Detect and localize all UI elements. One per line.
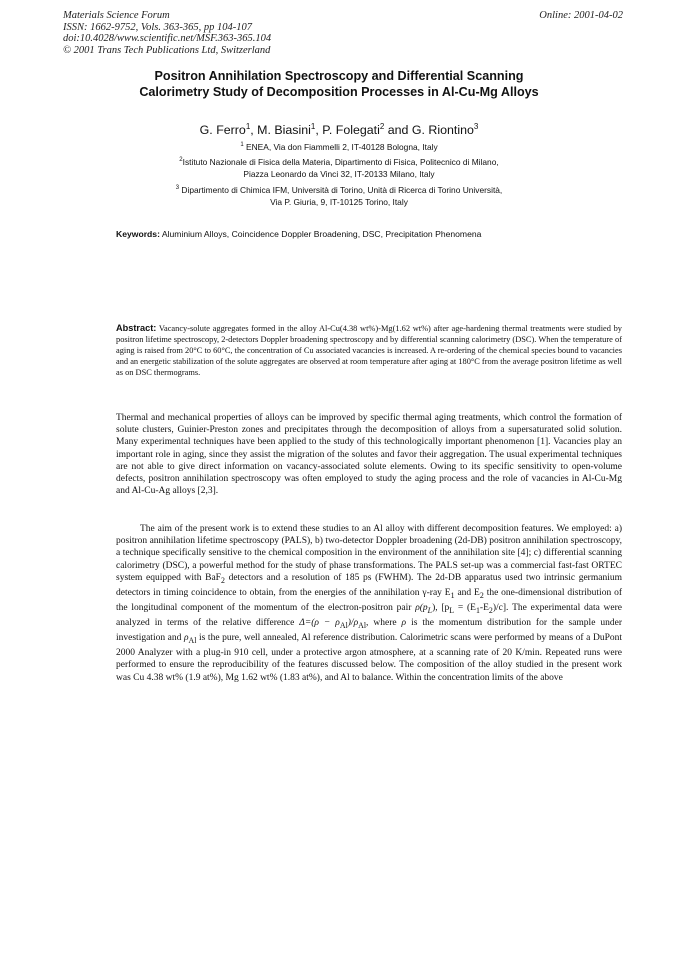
affiliation-text: Via P. Giuria, 9, IT-10125 Torino, Italy [270, 196, 408, 207]
paragraph-methods [116, 523, 622, 684]
journal-name: Materials Science Forum [63, 10, 170, 21]
author-separator: and [384, 123, 412, 138]
author-affiliation-mark: 1 [310, 122, 316, 131]
text-run: ), [p [432, 603, 450, 613]
keywords-text: Aluminium Alloys, Coincidence Doppler Broadening, DSC, Precipitation Phenomena [161, 229, 482, 239]
author-separator: , [315, 123, 323, 138]
author-affiliation-mark: 1 [245, 122, 251, 131]
affiliation-text: Dipartimento di Chimica IFM, Università di Torino, Unità di Ricerca di Torino Università, [181, 184, 503, 195]
online-date: Online: 2001-04-02 [539, 10, 623, 21]
text-run: , where [366, 618, 402, 629]
text-run: is the momentum distribution for the sample under investigation and [116, 618, 622, 644]
math-run: ρ(p [415, 603, 428, 613]
affiliation-number: 3 [175, 185, 180, 191]
subscript: L [427, 605, 433, 615]
author-affiliation-mark: 2 [379, 122, 385, 131]
doi-line: doi:10.4028/www.scientific.net/MSF.363-365.104 [63, 33, 272, 44]
math-run: ρ [183, 633, 189, 644]
affiliation-3 [60, 183, 618, 208]
math-run: )/ρ [347, 618, 359, 629]
text-run: -E [479, 603, 489, 613]
subscript: Al [188, 636, 197, 646]
paragraph-text: Thermal and mechanical properties of alloys can be improved by specific thermal aging treatments, which control the formation of solute clusters, Guinier-Preston zones and precipitates through the decomposition of alloys from a supersaturated solid solution. Many experimental techniques have been applied to the study of this technologically important phenomenon [1]. Vacancies play an important role in aging, since they assist the migration of the solutes and favor their aggregation. The usual experimental techniques are not able to give direct information on vacancy-associated solute elements. Owing to its specific sensitivity to open-volume defects, positron annihilation spectroscopy was often employed to study the aging process and the role of vacancies in Al-Cu-Mg and Al-Cu-Ag alloys [2,3]. [116, 413, 622, 497]
math-run: Δ=(ρ − ρ [299, 618, 340, 629]
author-affiliation-mark: 3 [473, 122, 479, 131]
abstract-text: Vacancy-solute aggregates formed in the alloy Al-Cu(4.38 wt%)-Mg(1.62 wt%) after age-hardening thermal treatments were studied by positron lifetime spectroscopy, 2-detectors Doppler broadening spectroscopy and by differential scanning calorimetry (DSC). When the temperature of aging is raised from 20°C to 60°C, the concentration of Cu associated vacancies is increased. A re-ordering of the chemical species bound to vacancies and an energetic stabilization of the solute aggregates are observed at room temperature after aging at 180°C from the average positron lifetime as well as on DSC thermograms. [116, 324, 622, 377]
affiliation-text: Piazza Leonardo da Vinci 32, IT-20133 Milano, Italy [243, 168, 435, 179]
paragraph-introduction [116, 412, 622, 497]
subscript: 1 [475, 605, 480, 615]
paper-title [60, 68, 618, 100]
author-name: G. Riontino [411, 123, 474, 138]
author-name: M. Biasini [257, 123, 311, 138]
author-separator: , [250, 123, 258, 138]
keywords-label: Keywords: [116, 229, 160, 239]
issn-line: ISSN: 1662-9752, Vols. 363-365, pp 104-107 [63, 21, 252, 33]
affiliation-number: 2 [179, 157, 183, 163]
subscript: L [449, 605, 455, 615]
author-name: P. Folegati [322, 123, 380, 138]
text-run: The aim of the present work is to extend these studies to an Al alloy with different decomposition features. We employed: a) positron annihilation lifetime spectroscopy (PALS), b) two-detector Doppler broadening (2d-DB) positron annihilation spectroscopy, a technique specifically sensitive to the chemical composition in the environment of the annihilation site [4]; c) differential scanning calorimetry (DSC), a powerful method for the study of phase transformations. The PALS set-up was a commercial fast-fast ORTEC system equipped with BaF [116, 524, 622, 583]
subscript: Al [339, 620, 348, 630]
affiliation-number: 1 [240, 142, 244, 148]
affiliation-text: Istituto Nazionale di Fisica della Materia, Dipartimento di Fisica, Politecnico di Milano, [182, 156, 499, 167]
subscript: 1 [450, 590, 455, 600]
text-run: = (E [454, 603, 476, 613]
author-name: G. Ferro [199, 123, 246, 138]
subscript: 2 [220, 575, 225, 585]
affiliation-2 [60, 155, 618, 180]
title-line-2: Calorimetry Study of Decomposition Processes in Al-Cu-Mg Alloys [139, 85, 539, 99]
text-run: is the pure, well annealed, Al reference distribution. Calorimetric scans were performed by means of a DuPont 2000 Analyzer with a plug-in 910 cell, under a protective argon atmosphere, at a scanning rate of 20 K/min. Repeated runs were performed to ensure the reproducibility of the features discussed below. The composition of the alloy studied in the present work was Cu 4.38 wt% (1.9 at%), Mg 1.62 wt% (1.83 at%), and Al to balance. Within the concentration limits of the above [116, 633, 623, 683]
subscript: 2 [479, 590, 484, 600]
affiliation-text: ENEA, Via don Fiammelli 2, IT-40128 Bologna, Italy [246, 141, 438, 152]
subscript: Al [358, 620, 367, 630]
abstract-label: Abstract: [116, 323, 157, 333]
text-run: the one-dimensional distribution of the longitudinal component of the momentum of the electron-positron pair [116, 587, 622, 613]
text-run: detectors and a resolution of 185 ps (FWHM). The 2d-DB apparatus used two intrinsic germanium detectors in timing coincidence to obtain, from the energies of the annihilation γ-ray E [116, 572, 622, 598]
copyright-line: © 2001 Trans Tech Publications Ltd, Switzerland [63, 44, 271, 56]
page-header [63, 10, 623, 56]
affiliation-1 [60, 140, 618, 154]
abstract [116, 323, 622, 379]
math-run: ρ [401, 618, 407, 629]
text-run: and E [454, 587, 480, 598]
title-line-1: Positron Annihilation Spectroscopy and Differential Scanning [154, 69, 524, 83]
subscript: 2 [488, 605, 493, 615]
text-run: )/c]. The experimental data were analyzed in terms of the relative difference [116, 603, 623, 629]
author-list [60, 122, 618, 137]
keywords [116, 229, 576, 239]
